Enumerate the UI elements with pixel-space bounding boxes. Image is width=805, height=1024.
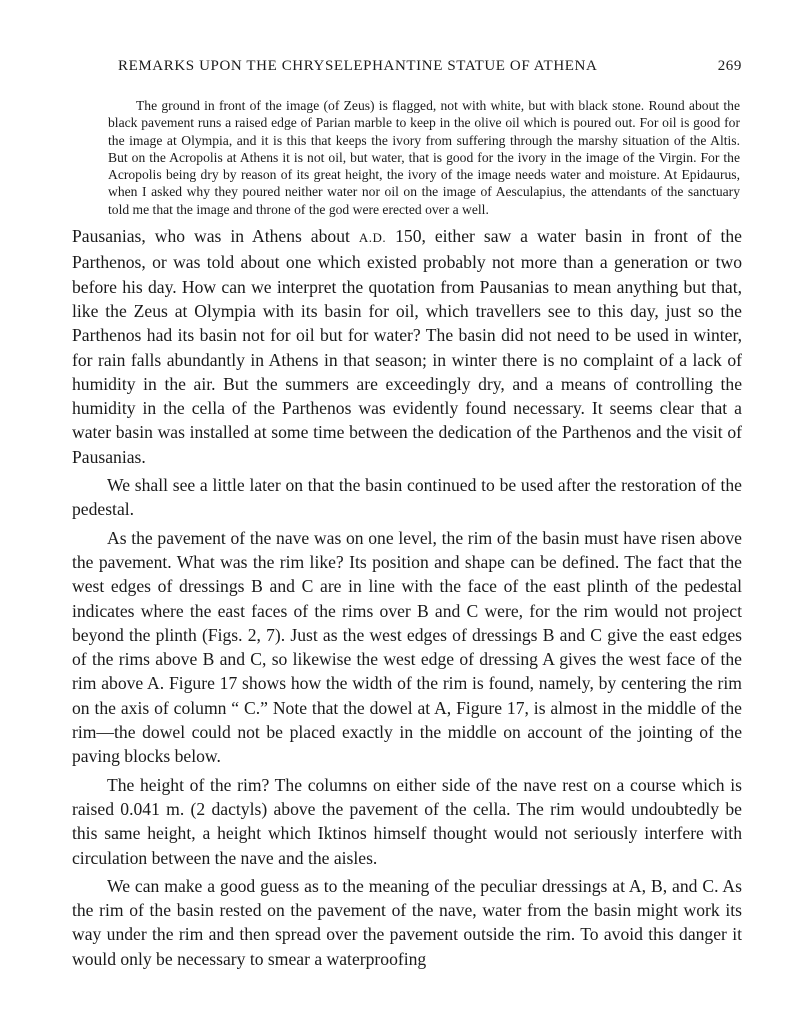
paragraph-1 <box>72 224 742 469</box>
page <box>72 58 742 971</box>
running-title: REMARKS UPON THE CHRYSELEPHANTINE STATUE OF ATHENA <box>118 58 598 74</box>
page-number: 269 <box>717 58 742 74</box>
running-head <box>72 58 742 75</box>
paragraph-5: We can make a good guess as to the meaning of the peculiar dressings at A, B, and C. As the rim of the basin rested on the pavement of the nave, water from the basin might work its way under the rim and then spread over the pavement outside the rim. To avoid this danger it would only be necessary to smear a waterproofing <box>72 875 742 969</box>
era-abbreviation: A.D. <box>358 230 387 246</box>
paragraph-1-rest: 150, either saw a water basin in front of the Parthenos, or was told about one which existed probably not more than a generation or two before his day. How can we interpret the quotation from Pausanias to mean anything but that, like the Zeus at Olympia with its basin for oil, which travellers see to this day, just so the Parthenos had its basin not for oil but for water? The basin did not need to be used in winter, for rain falls abundantly in Athens in that season; in winter there is no complaint of a lack of humidity in the air. But the summers are exceedingly dry, and a means of controlling the humidity in the cella of the Parthenos was evidently found necessary. It seems clear that a water basin was installed at some time between the dedication of the Parthenos and the visit of Pausanias. <box>72 226 742 467</box>
body-text <box>72 224 742 971</box>
paragraph-1-start: Pausanias, who was in Athens about <box>72 226 359 247</box>
block-quote <box>108 97 740 218</box>
quote-paragraph: The ground in front of the image (of Zeus) is flagged, not with white, but with black stone. Round about the black pavement runs a raised edge of Parian marble to keep in the olive oil which is poured out. For oil is good for the image at Olympia, and it is this that keeps the ivory from suffering through the marshy situation of the Altis. But on the Acropolis at Athens it is not oil, but water, that is good for the ivory in the image of the Virgin. For the Acropolis being dry by reason of its great height, the ivory of the image needs water and moisture. At Epidaurus, when I asked why they poured neither water nor oil on the image of Aesculapius, the attendants of the sanctuary told me that the image and throne of the god were erected over a well. <box>108 98 740 217</box>
paragraph-4: The height of the rim? The columns on either side of the nave rest on a course which is raised 0.041 m. (2 dactyls) above the pavement of the cella. The rim would undoubtedly be this same height, a height which Iktinos himself thought would not seriously interfere with circulation between the nave and the aisles. <box>72 774 742 868</box>
paragraph-2: We shall see a little later on that the basin continued to be used after the restoration of the pedestal. <box>72 475 742 520</box>
paragraph-3: As the pavement of the nave was on one level, the rim of the basin must have risen above the pavement. What was the rim like? Its position and shape can be defined. The fact that the west edges of dressings B and C are in line with the face of the east plinth of the pedestal indicates where the east faces of the rims over B and C were, for the rim would not project beyond the plinth (Figs. 2, 7). Just as the west edges of dressings B and C give the east edges of the rims above B and C, so likewise the west edge of dressing A gives the west face of the rim above A. Figure 17 shows how the width of the rim is found, namely, by centering the rim on the axis of column “ C.” Note that the dowel at A, Figure 17, is almost in the middle of the rim—the dowel could not be placed exactly in the middle on account of the jointing of the paving blocks below. <box>72 527 742 767</box>
